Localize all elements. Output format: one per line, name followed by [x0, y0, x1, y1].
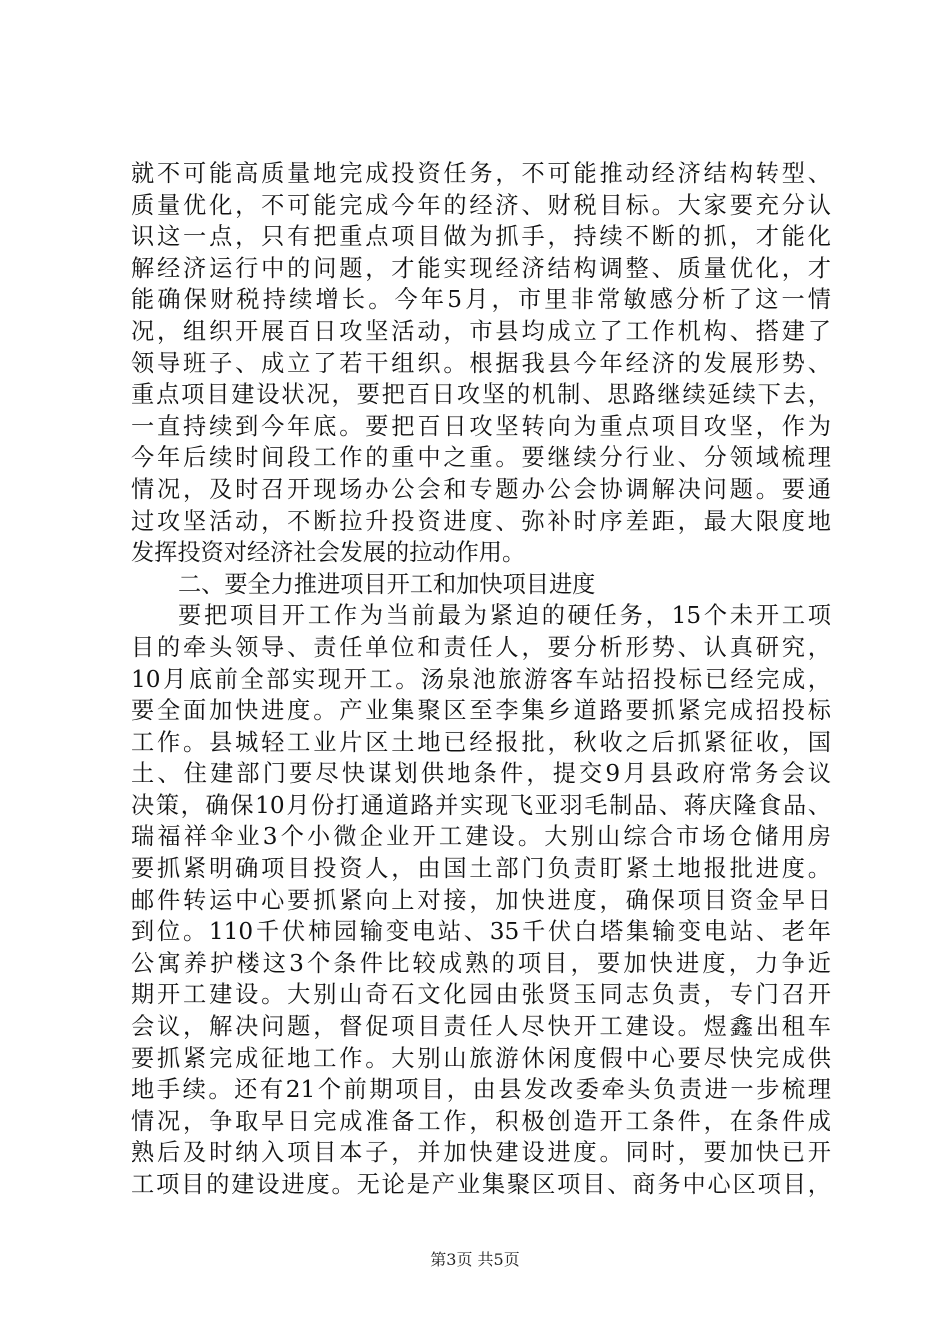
- text-line: 邮件转运中心要抓紧向上对接，加快进度，确保项目资金早日: [131, 886, 831, 914]
- text-line: 工项目的建设进度。无论是产业集聚区项目、商务中心区项目，: [131, 1171, 831, 1198]
- text-line: 情况，争取早日完成准备工作，积极创造开工条件，在条件成: [131, 1107, 831, 1135]
- body-text: [131, 158, 831, 1201]
- text-line: 识这一点，只有把重点项目做为抓手，持续不断的抓，才能化: [131, 223, 831, 251]
- text-line: 到位。110千伏柿园输变电站、35千伏白塔集输变电站、老年: [131, 918, 831, 946]
- text-line: 公寓养护楼这3个条件比较成熟的项目，要加快进度，力争近: [131, 949, 831, 977]
- text-line: 决策，确保10月份打通道路并实现飞亚羽毛制品、蒋庆隆食品、: [131, 791, 831, 819]
- text-line: 要抓紧明确项目投资人，由国土部门负责盯紧土地报批进度。: [131, 855, 831, 883]
- text-line: 情况，及时召开现场办公会和专题办公会协调解决问题。要通: [131, 475, 831, 503]
- text-line: 熟后及时纳入项目本子，并加快建设进度。同时，要加快已开: [131, 1139, 831, 1167]
- text-line: 地手续。还有21个前期项目，由县发改委牵头负责进一步梳理: [131, 1076, 831, 1104]
- text-line: 10月底前全部实现开工。汤泉池旅游客车站招投标已经完成，: [131, 665, 831, 693]
- text-line: 土、住建部门要尽快谋划供地条件，提交9月县政府常务会议: [131, 760, 831, 788]
- text-line: 要全面加快进度。产业集聚区至李集乡道路要抓紧完成招投标: [131, 697, 831, 725]
- text-line: 今年后续时间段工作的重中之重。要继续分行业、分领域梳理: [131, 444, 831, 472]
- text-line: 能确保财税持续增长。今年5月，市里非常敏感分析了这一情: [131, 286, 831, 314]
- text-line: 过攻坚活动，不断拉升投资进度、弥补时序差距，最大限度地: [131, 507, 831, 535]
- text-line: 工作。县城轻工业片区土地已经报批，秋收之后抓紧征收，国: [131, 728, 831, 756]
- text-line: 目的牵头领导、责任单位和责任人，要分析形势、认真研究，: [131, 633, 831, 661]
- text-line: 一直持续到今年底。要把百日攻坚转向为重点项目攻坚，作为: [131, 412, 831, 440]
- text-line: 期开工建设。大别山奇石文化园由张贤玉同志负责，专门召开: [131, 981, 831, 1009]
- text-line: 要把项目开工作为当前最为紧迫的硬任务，15个未开工项: [178, 602, 831, 630]
- text-line: 发挥投资对经济社会发展的拉动作用。: [131, 539, 526, 567]
- text-line: 领导班子、成立了若干组织。根据我县今年经济的发展形势、: [131, 349, 831, 377]
- text-line: 质量优化，不可能完成今年的经济、财税目标。大家要充分认: [131, 191, 831, 219]
- section-heading: 二、要全力推进项目开工和加快项目进度: [178, 570, 596, 598]
- text-line: 解经济运行中的问题，才能实现经济结构调整、质量优化，才: [131, 254, 831, 282]
- text-line: 重点项目建设状况，要把百日攻坚的机制、思路继续延续下去，: [131, 381, 831, 409]
- page-number-footer: 第3页 共5页: [430, 1250, 520, 1269]
- text-line: 况，组织开展百日攻坚活动，市县均成立了工作机构、搭建了: [131, 317, 831, 345]
- text-line: 会议，解决问题，督促项目责任人尽快开工建设。煜鑫出租车: [131, 1013, 831, 1041]
- text-line: 要抓紧完成征地工作。大别山旅游休闲度假中心要尽快完成供: [131, 1044, 831, 1072]
- text-line: 瑞福祥伞业3个小微企业开工建设。大别山综合市场仓储用房: [131, 823, 831, 851]
- text-line: 就不可能高质量地完成投资任务，不可能推动经济结构转型、: [131, 160, 831, 187]
